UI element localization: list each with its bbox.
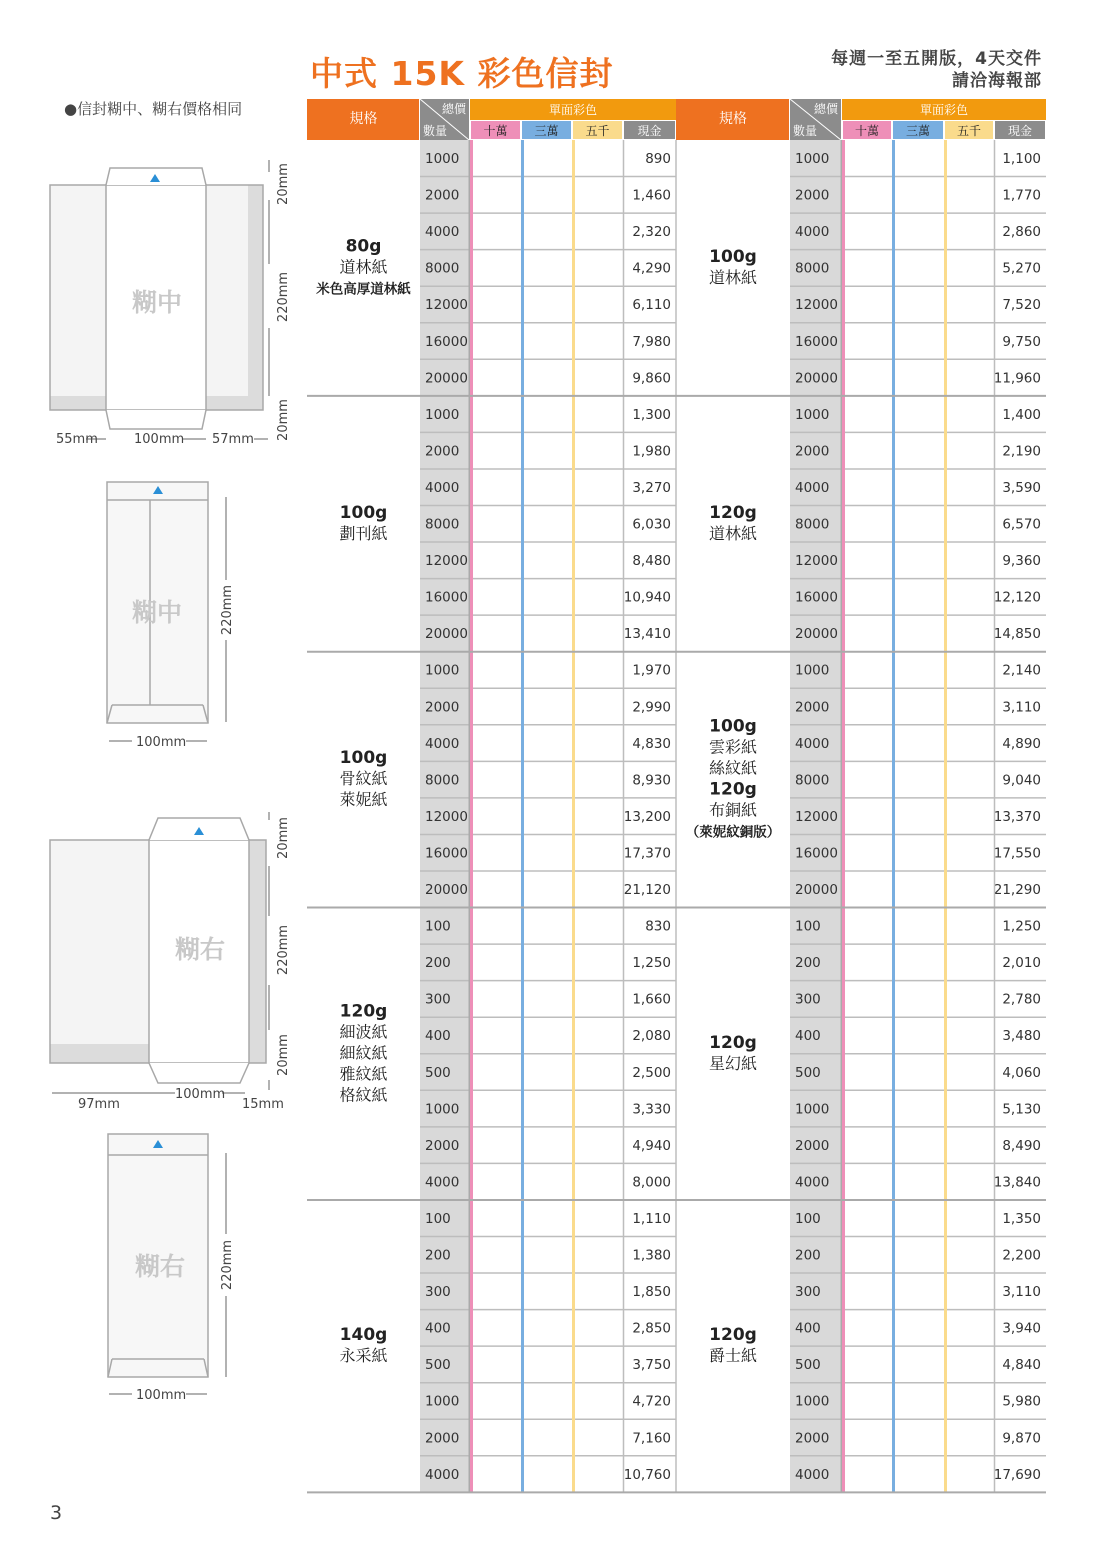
header-col-label: 五千 [956, 124, 982, 138]
cash-price-cell: 9,870 [1002, 1430, 1041, 1447]
cash-price-cell: 1,250 [1002, 918, 1041, 935]
cash-price-cell: 2,200 [1002, 1247, 1041, 1264]
cash-price-cell: 5,270 [1002, 260, 1041, 277]
cash-price-cell: 4,060 [1002, 1064, 1041, 1081]
header-col-label: 十萬 [483, 124, 508, 138]
qty-cell: 4000 [795, 479, 830, 496]
qty-cell: 16000 [425, 589, 468, 606]
qty-cell: 1000 [795, 1101, 830, 1118]
cash-price-cell: 3,590 [1002, 479, 1041, 496]
qty-cell: 1000 [425, 1101, 460, 1118]
spec-label: 雲彩紙 [708, 737, 758, 757]
qty-cell: 4000 [795, 1174, 830, 1191]
cash-price-cell: 1,460 [632, 187, 671, 204]
qty-cell: 12000 [425, 297, 468, 314]
diagram-3-dim-bottom: 20mm [276, 1034, 291, 1076]
cash-price-cell: 8,930 [632, 772, 671, 789]
cash-price-cell: 7,980 [632, 333, 671, 350]
header-col-label: 五千 [585, 124, 610, 138]
cash-price-cell: 3,110 [1002, 699, 1041, 716]
qty-cell: 4000 [795, 735, 830, 752]
diagram-3-dim-right: 15mm [242, 1097, 284, 1112]
header-qty-label: 數量 [793, 124, 818, 138]
spec-label: 道林紙 [708, 523, 758, 543]
diagram-1-dim-left: 55mm [56, 432, 98, 447]
spec-label: 布銅紙 [708, 800, 758, 820]
header-group-label: 單面彩色 [548, 103, 598, 117]
cash-price-cell: 17,550 [993, 845, 1041, 862]
cash-price-cell: 17,370 [623, 845, 671, 862]
diagram-4-label: 糊右 [134, 1252, 186, 1281]
cash-price-cell: 21,120 [623, 882, 671, 898]
cash-price-cell: 2,080 [632, 1028, 671, 1045]
cash-price-cell: 3,330 [632, 1101, 671, 1118]
qty-cell: 1000 [425, 151, 460, 167]
spec-label: 120g [709, 1032, 757, 1053]
cash-price-cell: 2,010 [1002, 955, 1041, 972]
cash-price-cell: 6,570 [1002, 516, 1041, 533]
diagram-2-dim-width: 100mm [136, 735, 187, 750]
qty-cell: 500 [425, 1357, 451, 1374]
qty-cell: 1000 [795, 1393, 830, 1410]
qty-cell: 12000 [795, 297, 838, 314]
spec-label: 100g [709, 246, 757, 267]
diagram-1-dim-right: 57mm [212, 432, 254, 447]
spec-label: 120g [709, 779, 757, 800]
header-qty-label: 數量 [423, 124, 448, 138]
qty-cell: 16000 [425, 845, 468, 862]
qty-cell: 200 [425, 1247, 451, 1264]
qty-cell: 16000 [795, 589, 838, 606]
qty-cell: 16000 [795, 333, 838, 350]
spec-label: 絲紋紙 [708, 758, 758, 778]
qty-cell: 8000 [425, 772, 460, 789]
diagram-1-label: 糊中 [131, 288, 183, 317]
cash-price-cell: 9,040 [1002, 772, 1041, 789]
cash-price-cell: 3,750 [632, 1357, 671, 1374]
qty-cell: 2000 [795, 187, 830, 204]
cash-price-cell: 4,830 [632, 735, 671, 752]
qty-cell: 2000 [425, 699, 460, 716]
cash-price-cell: 11,960 [993, 370, 1041, 387]
spec-label: 雅紋紙 [339, 1064, 388, 1084]
qty-cell: 500 [795, 1357, 821, 1374]
qty-cell: 8000 [425, 516, 460, 533]
qty-cell: 300 [795, 1284, 821, 1301]
spec-label: 細紋紙 [339, 1043, 388, 1063]
spec-label: 格紋紙 [339, 1085, 388, 1105]
cash-price-cell: 2,990 [632, 699, 671, 716]
cash-price-cell: 12,120 [993, 589, 1041, 606]
cash-price-cell: 2,780 [1002, 991, 1041, 1008]
qty-cell: 300 [795, 991, 821, 1008]
spec-label: （萊妮紋銅版） [685, 824, 781, 841]
diagram-3-dim-height: 220mm [276, 924, 291, 976]
cash-price-cell: 1,110 [632, 1210, 671, 1227]
qty-cell: 4000 [425, 735, 460, 752]
qty-cell: 4000 [425, 1174, 460, 1191]
qty-cell: 4000 [795, 1466, 830, 1483]
cash-price-cell: 10,940 [623, 589, 671, 606]
qty-cell: 4000 [425, 479, 460, 496]
cash-price-cell: 3,110 [1002, 1284, 1041, 1301]
qty-cell: 300 [425, 1284, 451, 1301]
qty-cell: 20000 [425, 370, 468, 387]
diagram-3-label: 糊右 [174, 935, 226, 964]
qty-cell: 8000 [795, 772, 830, 789]
qty-cell: 8000 [795, 516, 830, 533]
qty-cell: 100 [795, 1210, 821, 1227]
qty-cell: 4000 [795, 224, 830, 241]
header-group-label: 單面彩色 [919, 103, 969, 117]
cash-price-cell: 2,860 [1002, 224, 1041, 241]
cash-price-cell: 13,200 [623, 808, 671, 825]
spec-label: 永采紙 [339, 1346, 388, 1366]
qty-cell: 2000 [795, 699, 830, 716]
cash-price-cell: 1,660 [632, 991, 671, 1008]
cash-price-cell: 1,970 [632, 662, 671, 679]
spec-label: 道林紙 [708, 267, 758, 287]
header-col-label: 十萬 [854, 124, 880, 138]
cash-price-cell: 21,290 [993, 882, 1041, 898]
cash-price-cell: 5,130 [1002, 1101, 1041, 1118]
spec-label: 120g [709, 1325, 757, 1346]
qty-cell: 4000 [425, 1466, 460, 1483]
qty-cell: 12000 [425, 808, 468, 825]
cash-price-cell: 4,940 [632, 1137, 671, 1154]
cash-price-cell: 5,980 [1002, 1393, 1041, 1410]
cash-price-cell: 2,500 [632, 1064, 671, 1081]
diagram-1-dim-center: 100mm [134, 432, 185, 447]
cash-price-cell: 10,760 [623, 1466, 671, 1483]
cash-price-cell: 8,490 [1002, 1137, 1041, 1154]
qty-cell: 2000 [795, 1430, 830, 1447]
qty-cell: 200 [795, 1247, 821, 1264]
qty-cell: 1000 [425, 1393, 460, 1410]
header-col-label: 三萬 [534, 124, 559, 138]
header-col-label: 三萬 [905, 124, 931, 138]
cash-price-cell: 4,890 [1002, 735, 1041, 752]
cash-price-cell: 2,850 [632, 1320, 671, 1337]
qty-cell: 100 [425, 1210, 451, 1227]
qty-cell: 400 [425, 1320, 451, 1337]
qty-cell: 8000 [795, 260, 830, 277]
qty-cell: 20000 [425, 626, 468, 643]
header-price-label: 總價 [441, 102, 466, 116]
spec-label: 80g [345, 236, 382, 257]
cash-price-cell: 13,370 [993, 808, 1041, 825]
page-title: 中式 15K 彩色信封 [310, 54, 614, 93]
diagram-3-dim-top: 20mm [276, 817, 291, 859]
qty-cell: 16000 [425, 333, 468, 350]
cash-price-cell: 2,320 [632, 224, 671, 241]
spec-label: 120g [339, 1001, 388, 1022]
glue-note: ●信封糊中、糊右價格相同 [64, 100, 243, 118]
qty-cell: 100 [425, 918, 451, 935]
cash-price-cell: 9,750 [1002, 333, 1041, 350]
qty-cell: 400 [795, 1320, 821, 1337]
qty-cell: 200 [795, 955, 821, 972]
qty-cell: 1000 [795, 151, 830, 167]
cash-price-cell: 13,840 [993, 1174, 1041, 1191]
price-table [300, 90, 1060, 1500]
header-col-label: 現金 [1007, 124, 1033, 138]
header-price-label: 總價 [813, 102, 838, 116]
schedule-note [831, 48, 1042, 92]
diagram-4-dim-height: 220mm [220, 1239, 235, 1291]
qty-cell: 20000 [795, 882, 838, 898]
diagram-2-dim-height: 220mm [220, 584, 235, 636]
schedule-line-2: 請洽海報部 [952, 71, 1042, 91]
cash-price-cell: 6,030 [632, 516, 671, 533]
qty-cell: 500 [425, 1064, 451, 1081]
cash-price-cell: 2,190 [1002, 443, 1041, 460]
cash-price-cell: 3,480 [1002, 1028, 1041, 1045]
qty-cell: 12000 [795, 553, 838, 570]
qty-cell: 16000 [795, 845, 838, 862]
cash-price-cell: 1,770 [1002, 187, 1041, 204]
qty-cell: 400 [425, 1028, 451, 1045]
cash-price-cell: 3,940 [1002, 1320, 1041, 1337]
envelope-diagrams [0, 0, 300, 1556]
qty-cell: 20000 [425, 882, 468, 898]
qty-cell: 1000 [795, 406, 830, 423]
cash-price-cell: 1,300 [632, 406, 671, 423]
qty-cell: 2000 [425, 443, 460, 460]
qty-cell: 20000 [795, 370, 838, 387]
qty-cell: 2000 [795, 1137, 830, 1154]
diagram-1-dim-height: 220mm [276, 271, 291, 323]
qty-cell: 1000 [425, 406, 460, 423]
spec-label: 米色高厚道林紙 [316, 281, 411, 298]
cash-price-cell: 1,100 [1002, 151, 1041, 167]
spec-label: 萊妮紙 [339, 790, 388, 810]
diagram-1-dim-bottom: 20mm [276, 399, 291, 441]
cash-price-cell: 1,980 [632, 443, 671, 460]
cash-price-cell: 4,720 [632, 1393, 671, 1410]
spec-label: 劃刊紙 [339, 523, 388, 543]
diagram-1-dim-top: 20mm [276, 163, 291, 205]
cash-price-cell: 13,410 [623, 626, 671, 643]
qty-cell: 1000 [425, 662, 460, 679]
diagram-3-dim-center: 100mm [175, 1087, 226, 1102]
cash-price-cell: 4,840 [1002, 1357, 1041, 1374]
qty-cell: 20000 [795, 626, 838, 643]
cash-price-cell: 14,850 [993, 626, 1041, 643]
qty-cell: 12000 [795, 808, 838, 825]
cash-price-cell: 890 [645, 151, 671, 167]
header-spec-label: 規格 [719, 111, 747, 127]
qty-cell: 200 [425, 955, 451, 972]
spec-label: 星幻紙 [708, 1053, 758, 1073]
qty-cell: 400 [795, 1028, 821, 1045]
qty-cell: 2000 [425, 1137, 460, 1154]
qty-cell: 500 [795, 1064, 821, 1081]
spec-label: 140g [339, 1325, 388, 1346]
cash-price-cell: 8,000 [632, 1174, 671, 1191]
cash-price-cell: 3,270 [632, 479, 671, 496]
spec-label: 道林紙 [339, 257, 388, 277]
qty-cell: 2000 [425, 1430, 460, 1447]
spec-label: 100g [339, 748, 388, 769]
cash-price-cell: 1,380 [632, 1247, 671, 1264]
cash-price-cell: 6,110 [632, 297, 671, 314]
spec-label: 細波紙 [339, 1022, 388, 1042]
qty-cell: 12000 [425, 553, 468, 570]
cash-price-cell: 830 [645, 918, 671, 935]
cash-price-cell: 4,290 [632, 260, 671, 277]
diagram-2-label: 糊中 [131, 598, 183, 627]
header-col-label: 現金 [637, 124, 662, 138]
cash-price-cell: 1,250 [632, 955, 671, 972]
cash-price-cell: 1,850 [632, 1284, 671, 1301]
spec-label: 100g [339, 502, 388, 523]
cash-price-cell: 1,400 [1002, 406, 1041, 423]
spec-label: 骨紋紙 [339, 769, 388, 789]
qty-cell: 300 [425, 991, 451, 1008]
spec-label: 100g [709, 716, 757, 737]
cash-price-cell: 7,160 [632, 1430, 671, 1447]
header-spec-label: 規格 [349, 111, 378, 127]
qty-cell: 8000 [425, 260, 460, 277]
cash-price-cell: 9,360 [1002, 553, 1041, 570]
schedule-line-1: 每週一至五開版，4天交件 [831, 49, 1042, 69]
spec-label: 爵士紙 [708, 1346, 758, 1366]
qty-cell: 1000 [795, 662, 830, 679]
cash-price-cell: 9,860 [632, 370, 671, 387]
cash-price-cell: 17,690 [993, 1466, 1041, 1483]
cash-price-cell: 7,520 [1002, 297, 1041, 314]
diagram-4-dim-width: 100mm [136, 1388, 187, 1403]
qty-cell: 2000 [425, 187, 460, 204]
qty-cell: 4000 [425, 224, 460, 241]
page-number: 3 [50, 1502, 63, 1524]
envelope-diagram-right-open [50, 818, 266, 1083]
qty-cell: 100 [795, 918, 821, 935]
qty-cell: 2000 [795, 443, 830, 460]
spec-label: 120g [709, 502, 757, 523]
cash-price-cell: 2,140 [1002, 662, 1041, 679]
diagram-3-dim-left: 97mm [78, 1097, 120, 1112]
cash-price-cell: 8,480 [632, 553, 671, 570]
cash-price-cell: 1,350 [1002, 1210, 1041, 1227]
